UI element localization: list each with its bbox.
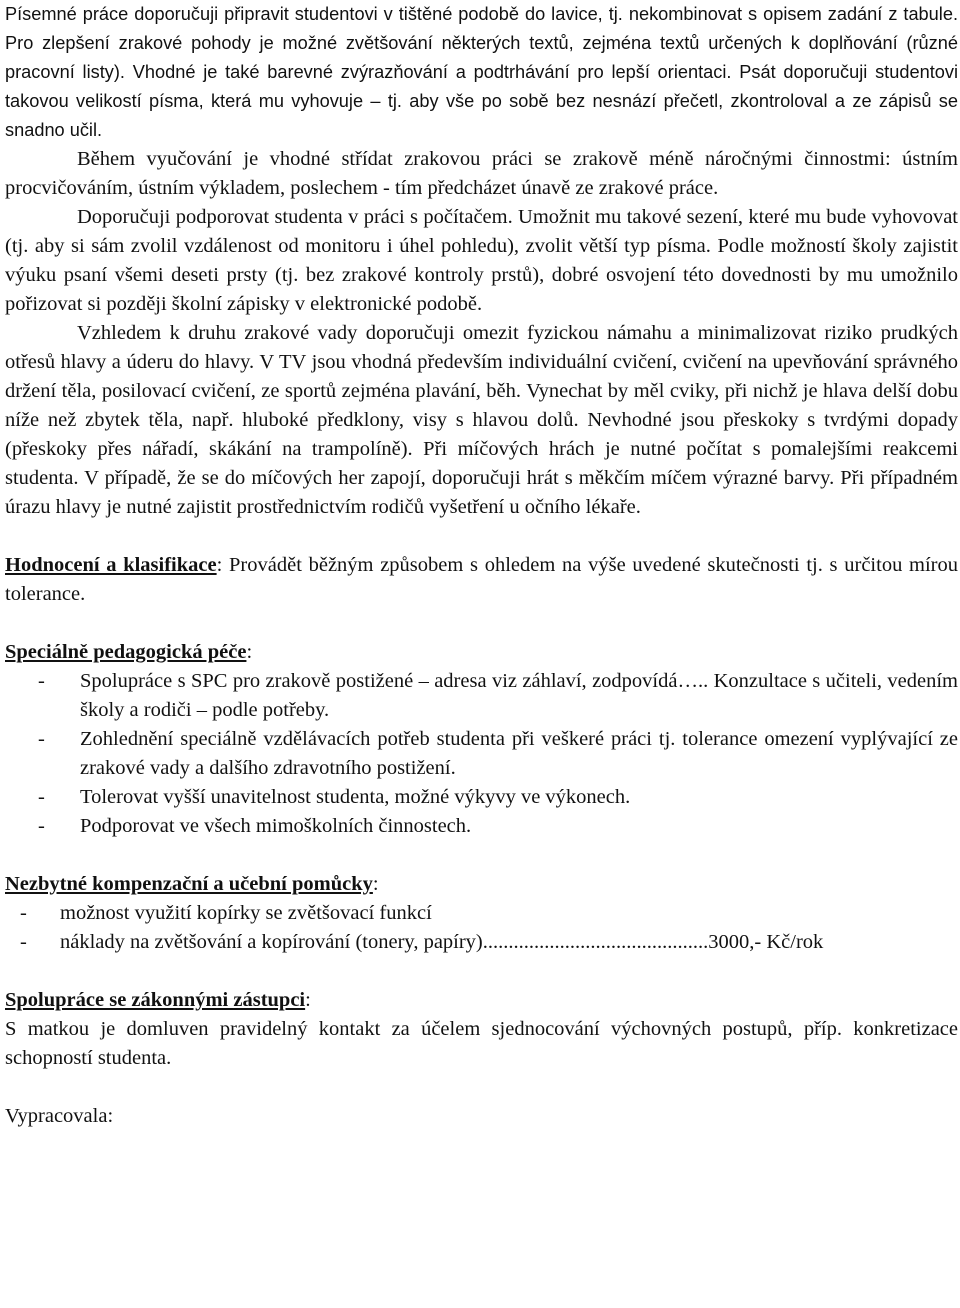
list-kompenzacni (5, 899, 958, 957)
list-item-text: Podporovat ve všech mimoškolních činnostech. (80, 815, 472, 837)
spacer (5, 1073, 958, 1102)
spoluprace-text: S matkou je domluven pravidelný kontakt za účelem sjednocování výchovných postupů, příp. konkretizace schopností studenta. (5, 1018, 958, 1069)
list-item (5, 899, 958, 928)
list-item-text: Spolupráce s SPC pro zrakově postižené – adresa viz záhlaví, zodpovídá….. Konzultace s učiteli, vedením školy a rodiči – podle potřeby. (80, 670, 958, 721)
section-colon: : (305, 989, 311, 1011)
spacer (5, 841, 958, 870)
document-page (5, 0, 958, 1131)
list-dash: - (20, 931, 27, 953)
list-dash: - (20, 902, 27, 924)
list-dash: - (38, 670, 45, 692)
section-title-spoluprace: Spolupráce se zákonnými zástupci (5, 989, 306, 1011)
list-item (5, 812, 958, 841)
list-item (5, 783, 958, 812)
list-item-text: Zohlednění speciálně vzdělávacích potřeb studenta při veškeré práci tj. tolerance omezení vyplývající ze zrakové vady a dalšího zdravotního postižení. (80, 728, 958, 779)
section-kompenzacni (5, 870, 958, 899)
list-item (5, 667, 958, 725)
list-item-text: náklady na zvětšování a kopírování (tonery, papíry)............................................3000,- Kč/rok (60, 931, 824, 953)
section-spoluprace (5, 986, 958, 1015)
paragraph-activity: Během vyučování je vhodné střídat zrakovou práci se zrakově méně náročnými činnostmi: ústním procvičováním, ústním výkladem, poslechem - tím předcházet únavě ze zrakové práce. (5, 148, 958, 199)
section-title-specialni-pece: Speciálně pedagogická péče (5, 641, 247, 663)
section-title-kompenzacni: Nezbytné kompenzační a učební pomůcky (5, 873, 373, 895)
paragraph-physical: Vzhledem k druhu zrakové vady doporučuji omezit fyzickou námahu a minimalizovat riziko prudkých otřesů hlavy a úderu do hlavy. V TV jsou vhodná především individuální cvičení, cvičení na upevňování správného držení těla, posilovací cvičení, ze sportů zejména plavání, běh. Vynechat by měl cviky, při nichž je hlava delší dobu níže než zbytek těla, např. hluboké předklony, visy s hlavou dolů. Nevhodné jsou přeskoky s tvrdými dopady (přeskoky přes nářadí, skákání na trampolíně). Při míčových hrách je nutné počítat s pomalejšími reakcemi studenta. V případě, že se do míčových her zapojí, doporučuji hrát s měkčím míčem výrazné barvy. Při případném úrazu hlavy je nutné zajistit prostřednictvím rodičů vyšetření u očního lékaře. (5, 322, 958, 518)
list-dash: - (38, 815, 45, 837)
section-title-hodnoceni: Hodnocení a klasifikace (5, 554, 217, 576)
list-specialni-pece (5, 667, 958, 841)
hodnoceni-text: : Provádět běžným způsobem s ohledem na výše uvedené skutečnosti tj. s určitou mírou tolerance. (5, 554, 958, 605)
spacer (5, 609, 958, 638)
section-specialni-pece (5, 638, 958, 667)
list-item (5, 928, 958, 957)
list-item-text: Tolerovat vyšší unavitelnost studenta, možné výkyvy ve výkonech. (80, 786, 631, 808)
list-dash: - (38, 728, 45, 750)
paragraph-computer: Doporučuji podporovat studenta v práci s počítačem. Umožnit mu takové sezení, které mu bude vyhovovat (tj. aby si sám zvolil vzdálenost od monitoru i úhel pohledu), zvolit větší typ písma. Podle možností školy zajistit výuku psaní všemi deseti prsty (tj. bez zrakové kontroly prstů), dobré osvojení této dovednosti by mu umožnilo pořizovat si později školní zápisky v elektronické podobě. (5, 206, 958, 315)
section-hodnoceni (5, 551, 958, 609)
spacer (5, 522, 958, 551)
intro-paragraph: Písemné práce doporučuji připravit studentovi v tištěné podobě do lavice, tj. nekombinovat s opisem zadání z tabule. Pro zlepšení zrakové pohody je možné zvětšování některých textů, zejména textů určených k doplňování (různé pracovní listy). Vhodné je také barevné zvýrazňování a podtrhávání pro lepší orientaci. Psát doporučuji studentovi takovou velikostí písma, která mu vyhovuje – tj. aby vše po sobě bez nesnází přečetl, zkontroloval a ze zápisů se snadno učil. (5, 4, 958, 140)
list-dash: - (38, 786, 45, 808)
list-item (5, 725, 958, 783)
spacer (5, 957, 958, 986)
vypracovala-label: Vypracovala: (5, 1105, 114, 1127)
section-colon: : (372, 873, 379, 895)
list-item-text: možnost využití kopírky se zvětšovací funkcí (60, 902, 432, 924)
section-colon: : (246, 641, 253, 663)
